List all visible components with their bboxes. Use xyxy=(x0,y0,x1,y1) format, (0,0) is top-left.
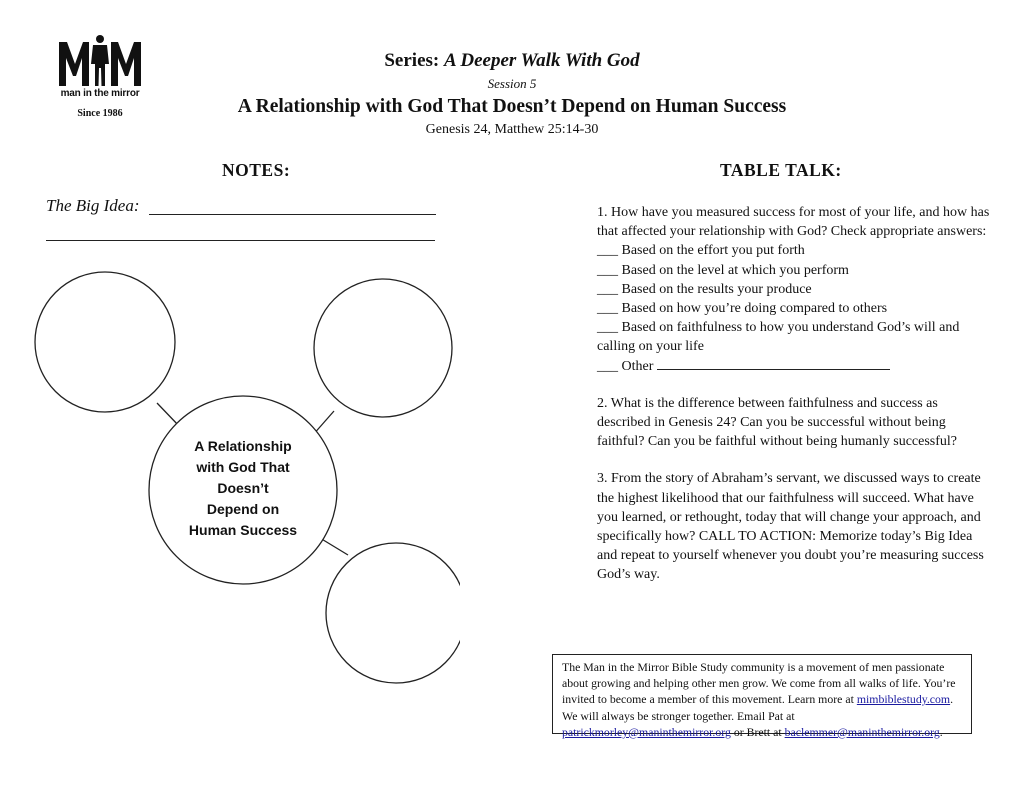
series-name: A Deeper Walk With God xyxy=(443,50,640,71)
center-line-1: A Relationship xyxy=(194,438,292,454)
center-line-2: with God That xyxy=(196,459,290,475)
session-label: Session 5 xyxy=(487,76,537,91)
big-idea-line-1 xyxy=(149,214,436,215)
big-idea-label: The Big Idea: xyxy=(46,196,140,215)
center-bubble-text xyxy=(163,436,323,541)
footer-text-4: . xyxy=(939,724,943,739)
series-line xyxy=(0,50,1024,72)
spacer xyxy=(597,451,992,469)
question-2: 2. What is the difference between faithfulness and success as described in Genesis 24? Can you be successful without being faithful? Can you be faithful without being humanly successful? xyxy=(597,395,958,450)
bubble-top-right xyxy=(314,279,452,417)
bubble-bottom-right xyxy=(326,543,460,683)
other-blank-line xyxy=(657,357,890,370)
footer-box xyxy=(552,654,972,739)
center-line-4: Depend on xyxy=(206,501,280,517)
mimbiblestudy-link[interactable]: mimbiblestudy.com xyxy=(856,692,951,707)
table-talk-heading: TABLE TALK: xyxy=(720,160,842,180)
big-idea-line-2 xyxy=(46,240,435,241)
brett-email-link[interactable]: baclemmer@maninthemirror.org xyxy=(784,724,940,739)
table-talk-questions xyxy=(597,203,992,585)
center-line-3: Doesn’t xyxy=(217,480,269,496)
scripture-references: Genesis 24, Matthew 25:14-30 xyxy=(425,122,599,137)
question-1: 1. How have you measured success for most of your life, and how has that affected your relationship with God? Check appropriate answers: xyxy=(597,205,990,240)
q1-option: ___ Based on the results your produce xyxy=(597,281,812,297)
q1-option: ___ Based on how you’re doing compared to others xyxy=(597,301,888,317)
pat-email-link[interactable]: patrickmorley@maninthemirror.org xyxy=(562,724,731,739)
footer-text-3: or Brett at xyxy=(730,724,785,739)
q1-option: ___ Based on the level at which you perform xyxy=(597,262,849,278)
bubble-top-left xyxy=(35,272,175,412)
connector-bottom-right xyxy=(320,538,348,555)
series-prefix: Series: xyxy=(384,50,440,71)
notes-heading: NOTES: xyxy=(222,160,291,180)
logo-since: Since 1986 xyxy=(77,108,123,119)
q1-option: ___ Based on faithfulness to how you understand God’s will and calling on your life xyxy=(597,320,960,355)
spacer xyxy=(597,376,992,394)
q1-option: ___ Based on the effort you put forth xyxy=(597,243,805,259)
center-line-5: Human Success xyxy=(188,522,298,538)
footer-text-2: . We will always be stronger together. Email Pat at xyxy=(562,692,954,723)
question-3: 3. From the story of Abraham’s servant, we discussed ways to create the highest likelihood that our faithfulness will succeed. What have you learned, or rethought, today that will change your approach, and specifically how? CALL TO ACTION: Memorize today’s Big Idea and repeat to yourself whenever you doubt you’re measuring success God’s way. xyxy=(597,471,984,583)
q1-other-label: ___ Other xyxy=(597,358,654,374)
q1-option-other xyxy=(597,357,992,376)
footer-text-1: The Man in the Mirror Bible Study community is a movement of men passionate about growing and helping other men grow. We come from all walks of life. You’re invited to become a member of this movement. Learn more at xyxy=(562,660,956,707)
logo-tagline: man in the mirror xyxy=(60,88,140,99)
page-title: A Relationship with God That Doesn’t Depend on Human Success xyxy=(237,96,787,117)
